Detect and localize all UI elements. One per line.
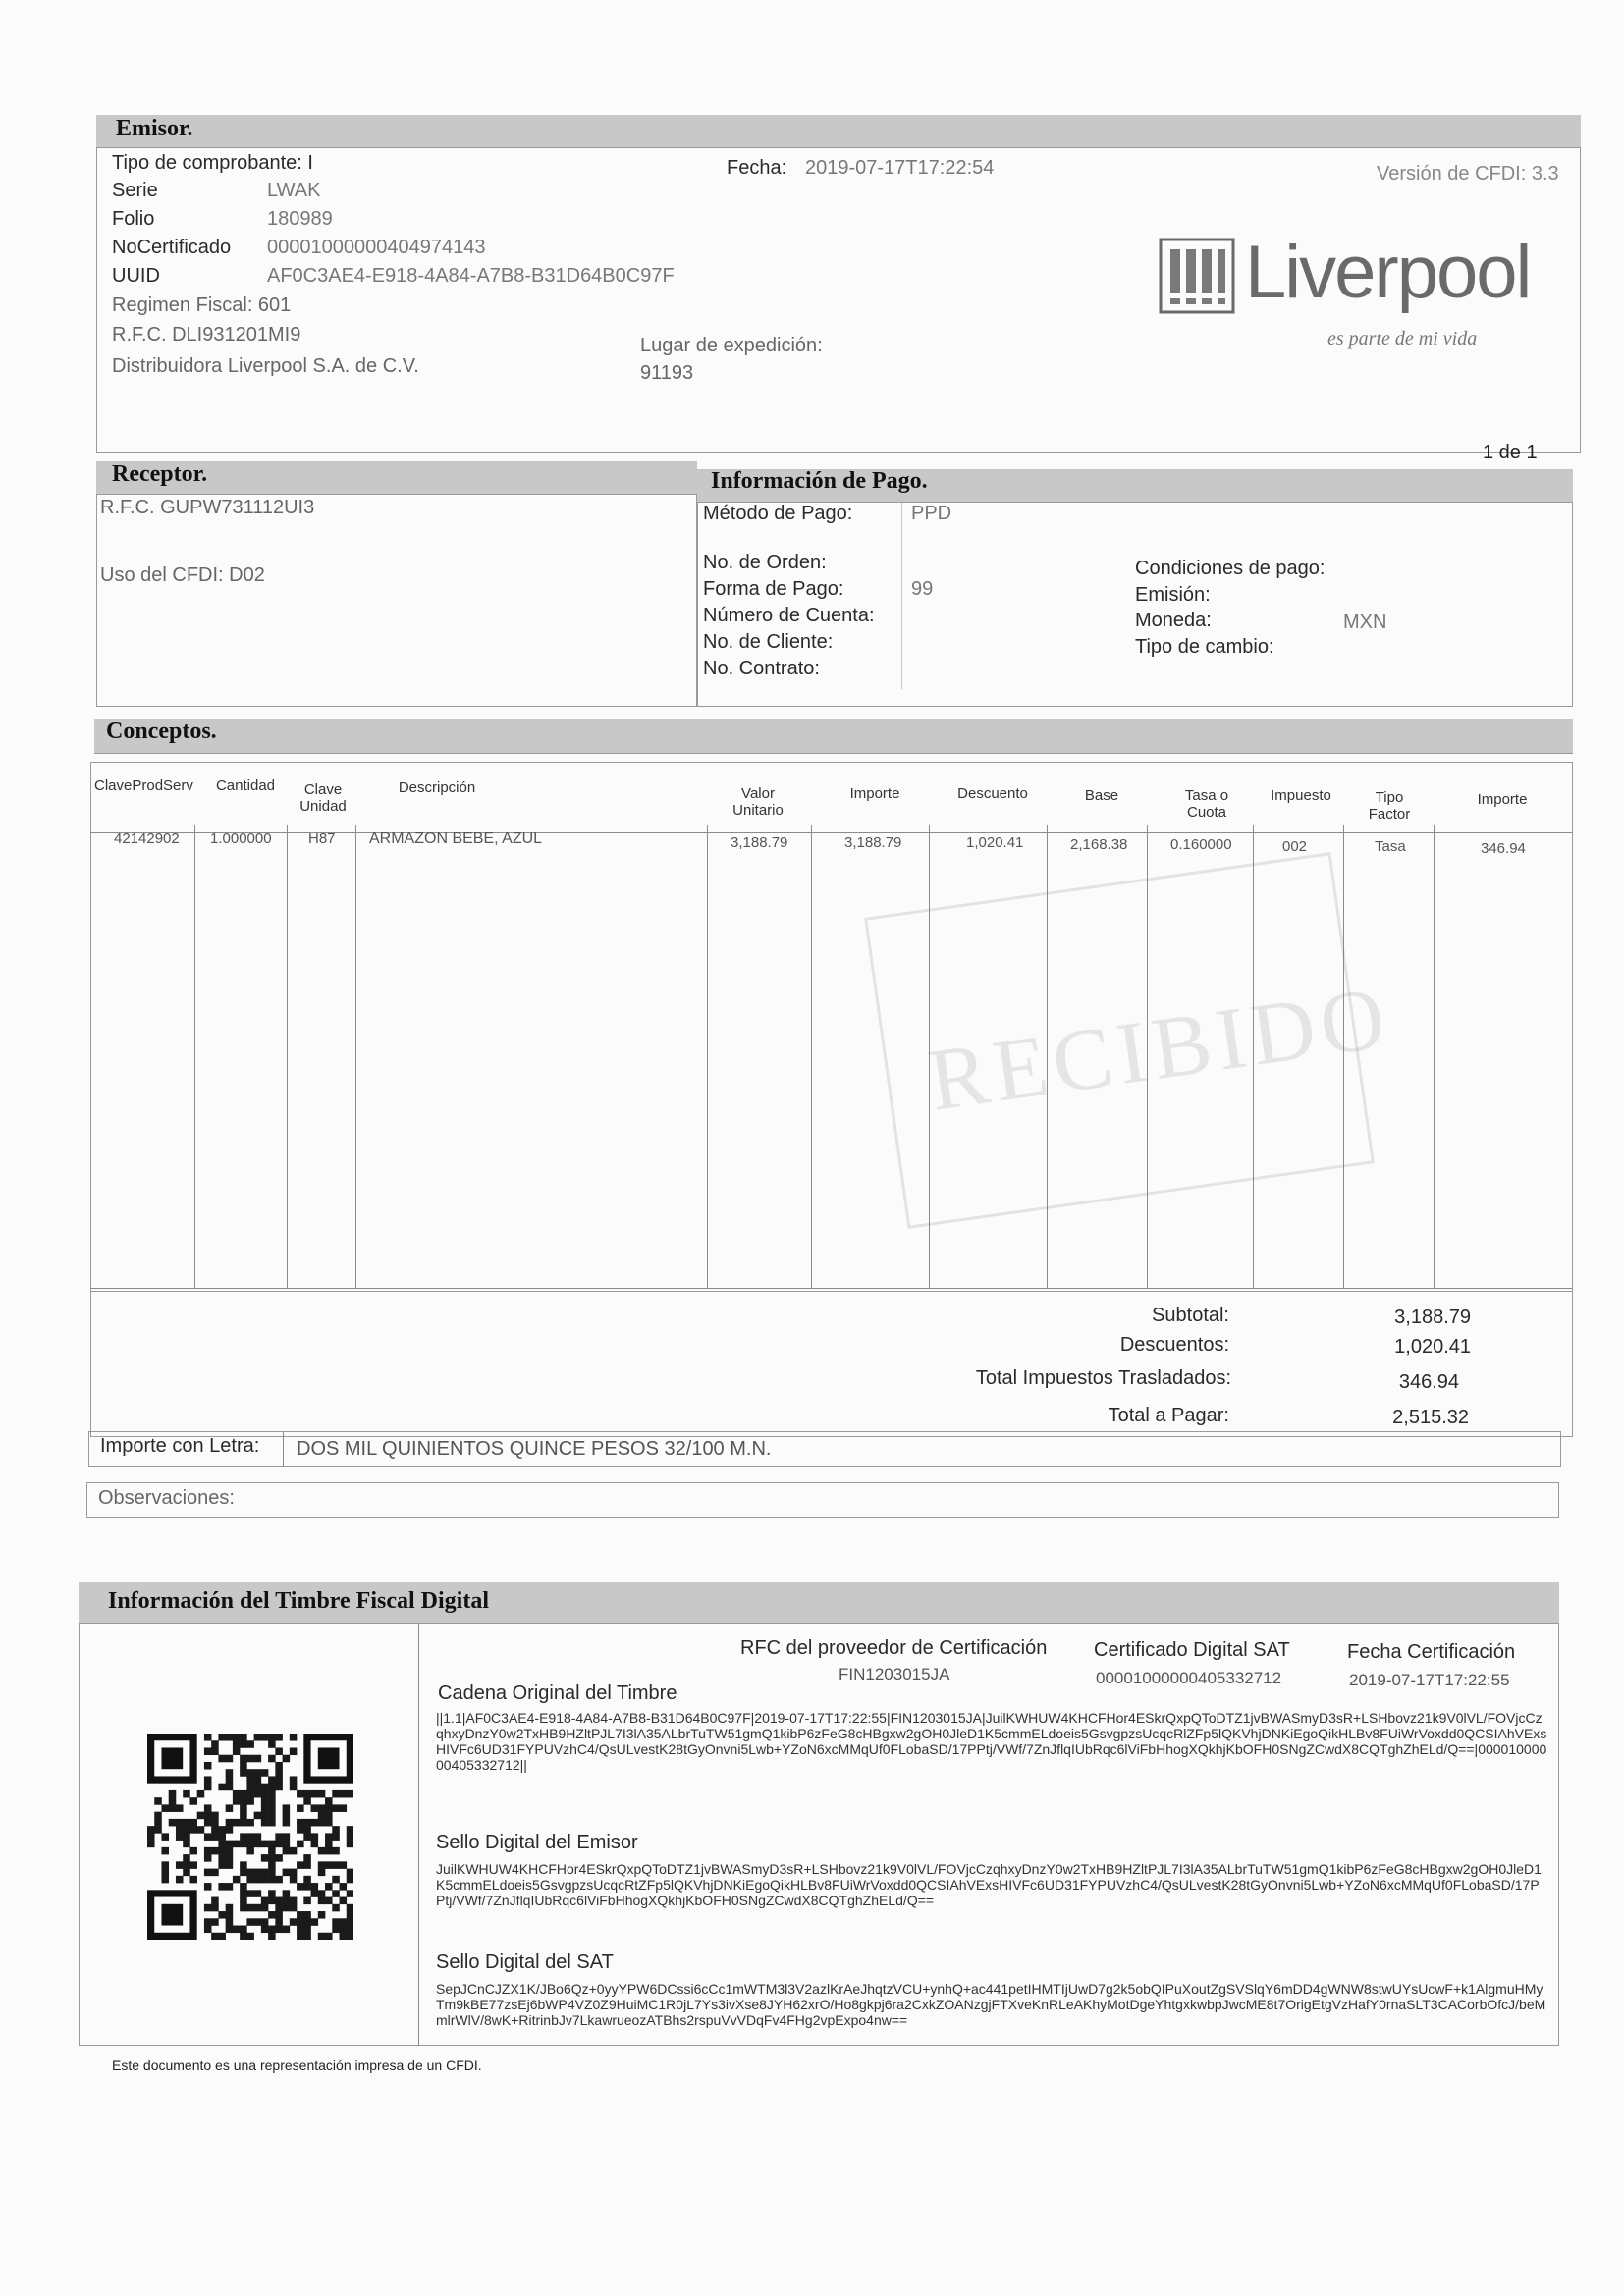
col-header-importe: Importe xyxy=(849,785,900,802)
cadena-original-value: ||1.1|AF0C3AE4-E918-4A84-A7B8-B31D64B0C97F|2019-07-17T17:22:55|FIN1203015JA|JuilKWHUW4KHCFHor4ESkrQxpQToDTZ1jvBWASmyD3sR+LSHbovz21k9V0lVL/FOVjcCzqhxyDnzY0w2TxHB9HZltPJL7I3lA35ALbrTuTW51gmQ1kibP6zFeG8cHBgxw2gOH0JleD1K5cmmELdoeis5GsvgpzsUcqcRlZFp5lQKVhjDNKiEgoQikHLBv8FUiWrVoxdd0QCSIAhVExsHIVFc6UD31FYPUVzhC4/QsULvestK28tGyOnvni5Lwb+YZoN6xcMMqUf0FLobaSD/17PPtj/VWf/7ZnJflqIUbRqc6lViFbHhogXQkhjKbOFH0SNgZCwdX8CQTghZhELd/Q==|00001000000405332712|| xyxy=(436,1710,1547,1773)
fecha-cert-value: 2019-07-17T17:22:55 xyxy=(1349,1671,1510,1689)
subtotal-value: 3,188.79 xyxy=(1394,1307,1471,1328)
row-tasa-cuota: 0.160000 xyxy=(1170,836,1232,853)
row-clave-prod: 42142902 xyxy=(114,830,180,847)
folio-label: Folio xyxy=(112,208,155,230)
uuid-label: UUID xyxy=(112,265,160,287)
col-header-impuesto: Impuesto xyxy=(1271,787,1331,804)
row-descuento: 1,020.41 xyxy=(966,834,1024,851)
metodo-pago-label: Método de Pago: xyxy=(703,503,853,524)
receptor-title: Receptor. xyxy=(112,461,208,487)
lugar-expedicion-label: Lugar de expedición: xyxy=(640,335,823,356)
col-header-clave-prod: ClaveProdServ xyxy=(94,777,193,794)
col-header-tasa-cuota: Tasa o Cuota xyxy=(1184,787,1229,821)
emisor-razon-social: Distribuidora Liverpool S.A. de C.V. xyxy=(112,355,419,377)
col-divider xyxy=(1434,825,1435,1288)
importe-letra-value: DOS MIL QUINIENTOS QUINCE PESOS 32/100 M.N. xyxy=(297,1438,772,1460)
col-header-descuento: Descuento xyxy=(957,785,1028,802)
sello-emisor-value: JuilKWHUW4KHCFHor4ESkrQxpQToDTZ1jvBWASmyD3sR+LSHbovz21k9V0lVL/FOVjcCzqhxyDnzY0w2TxHB9HZltPJL7I3lA35ALbrTuTW51gmQ1kibP6zFeG8cHBgxw2gOH0JleD1K5cmmELdoeis5GsvgpzsUcqcRtZFp5lQKVhjDNKiEgoQikHLBv8FUiWrVoxdd0QCSIAhVExsHIVFc6UD31FYPUVzhC4/QsULvestK28tGyOnvni5Lwb+YZoN6xcMMqUf0FLobaSD/17PPtj/VWf/7ZnJflqIUbRqc6lViFbHhogXQkhjKbOFH0SNgZCwdX8CQTghZhELd/Q== xyxy=(436,1861,1542,1908)
impuestos-value: 346.94 xyxy=(1398,1371,1459,1393)
cfdi-version: Versión de CFDI: 3.3 xyxy=(1377,163,1559,185)
row-cantidad: 1.000000 xyxy=(210,830,272,847)
fecha-label: Fecha: xyxy=(727,157,787,179)
pago-divider xyxy=(901,503,902,689)
row-importe: 3,188.79 xyxy=(844,834,902,851)
recibido-stamp xyxy=(864,852,1397,1229)
row-clave-unidad: H87 xyxy=(308,830,336,847)
recibido-stamp-text: RECIBIDO xyxy=(923,968,1397,1130)
importe-letra-divider xyxy=(283,1431,284,1467)
col-divider xyxy=(811,825,812,1288)
uuid-value: AF0C3AE4-E918-4A84-A7B8-B31D64B0C97F xyxy=(267,265,675,287)
row-impuesto: 002 xyxy=(1282,838,1308,855)
forma-pago-value: 99 xyxy=(911,578,934,600)
nocertificado-label: NoCertificado xyxy=(112,237,232,258)
moneda-value: MXN xyxy=(1343,612,1387,633)
sello-sat-value: SepJCnCJZX1K/JBo6Qz+0yyYPW6DCssi6cCc1mWTM3l3V2azlKrAeJhqtzVCU+ynhQ+ac441petIHMTIjUwD7g2k5obQIPuXoutZgSVSlqY6mDD4gWNW8stwUYsUcwF+k1AlgmuHMyTm9kBE77zsEj6bWP4VZ0Z9HuiMC1R0jL7Ys3ivXse8JYH62xrO/Ho8gkpj6ra2CxkZOANzgjFTXveKnRLeAKhyMotDgeYhtgxkwbpJwcME8t7OrigEtgVzHafY0rnaSLT3CACorbOfcJ/beMmlrWlV/8wK+RitrinbJv7LkawrueozATBhs2rspuVvVDqFv4FHg2vpExpo4nw== xyxy=(436,1981,1546,2028)
row-base: 2,168.38 xyxy=(1070,836,1128,853)
no-contrato-label: No. Contrato: xyxy=(703,658,820,679)
col-divider xyxy=(707,825,708,1288)
no-cliente-label: No. de Cliente: xyxy=(703,631,834,653)
sello-sat-label: Sello Digital del SAT xyxy=(436,1951,614,1973)
conceptos-title: Conceptos. xyxy=(106,719,217,744)
qr-code-icon xyxy=(147,1734,353,1940)
cert-sat-value: 00001000000405332712 xyxy=(1096,1669,1282,1687)
emisor-bar xyxy=(96,115,1581,148)
col-header-clave-unidad: Clave Unidad xyxy=(299,781,347,815)
lugar-expedicion-value: 91193 xyxy=(640,362,694,384)
page-number: 1 de 1 xyxy=(1483,442,1538,463)
impuestos-label: Total Impuestos Trasladados: xyxy=(975,1367,1231,1389)
total-pagar-value: 2,515.32 xyxy=(1392,1407,1469,1428)
emision-label: Emisión: xyxy=(1135,584,1211,606)
forma-pago-label: Forma de Pago: xyxy=(703,578,844,600)
row-valor-unitario: 3,188.79 xyxy=(731,834,788,851)
observaciones-box xyxy=(86,1482,1559,1518)
row-descripcion: ARMAZON BEBE, AZUL xyxy=(369,830,543,847)
col-header-importe-impuesto: Importe xyxy=(1477,791,1528,808)
col-divider xyxy=(355,825,356,1288)
metodo-pago-value: PPD xyxy=(911,503,952,524)
timbre-title: Información del Timbre Fiscal Digital xyxy=(108,1588,489,1614)
tipo-comprobante: Tipo de comprobante: I xyxy=(112,152,313,174)
liverpool-logo-text: Liverpool xyxy=(1245,231,1531,314)
emisor-rfc: R.F.C. DLI931201MI9 xyxy=(112,324,301,346)
col-divider xyxy=(287,825,288,1288)
importe-letra-label: Importe con Letra: xyxy=(100,1435,260,1457)
moneda-label: Moneda: xyxy=(1135,610,1212,631)
serie-label: Serie xyxy=(112,180,158,201)
descuentos-label: Descuentos: xyxy=(1119,1334,1229,1356)
folio-value: 180989 xyxy=(267,208,333,230)
descuentos-value: 1,020.41 xyxy=(1394,1336,1471,1358)
total-pagar-label: Total a Pagar: xyxy=(1108,1405,1229,1426)
col-divider xyxy=(194,825,195,1288)
col-header-base: Base xyxy=(1084,787,1119,804)
col-header-descripcion: Descripción xyxy=(398,779,476,796)
cert-sat-label: Certificado Digital SAT xyxy=(1094,1639,1290,1661)
emisor-title: Emisor. xyxy=(116,116,193,141)
numero-cuenta-label: Número de Cuenta: xyxy=(703,605,875,626)
row-tipo-factor: Tasa xyxy=(1375,838,1406,855)
nocertificado-value: 00001000000404974143 xyxy=(267,237,486,258)
serie-value: LWAK xyxy=(267,180,321,201)
rfc-proveedor-label: RFC del proveedor de Certificación xyxy=(740,1637,1048,1659)
condiciones-pago-label: Condiciones de pago: xyxy=(1135,558,1326,579)
timbre-divider xyxy=(418,1624,419,2046)
col-header-cantidad: Cantidad xyxy=(215,777,276,794)
liverpool-logo-icon xyxy=(1159,238,1235,314)
totales-box xyxy=(90,1292,1573,1437)
sello-emisor-label: Sello Digital del Emisor xyxy=(436,1832,638,1853)
col-header-tipo-factor: Tipo Factor xyxy=(1368,789,1411,823)
conceptos-bar xyxy=(94,719,1573,754)
receptor-rfc: R.F.C. GUPW731112UI3 xyxy=(100,497,315,518)
liverpool-logo xyxy=(1159,231,1551,349)
col-header-valor-unitario: Valor Unitario xyxy=(732,785,784,819)
fecha-value: 2019-07-17T17:22:54 xyxy=(805,157,995,179)
row-importe-impuesto: 346.94 xyxy=(1481,840,1526,857)
tipo-cambio-label: Tipo de cambio: xyxy=(1135,636,1274,658)
uso-cfdi: Uso del CFDI: D02 xyxy=(100,564,265,586)
footer-note: Este documento es una representación impresa de un CFDI. xyxy=(112,2057,482,2073)
conceptos-bottom-line xyxy=(90,1288,1573,1289)
pago-title: Información de Pago. xyxy=(711,468,928,494)
rfc-proveedor-value: FIN1203015JA xyxy=(839,1665,950,1683)
subtotal-label: Subtotal: xyxy=(1152,1305,1229,1326)
fecha-cert-label: Fecha Certificación xyxy=(1347,1641,1516,1663)
no-orden-label: No. de Orden: xyxy=(703,552,827,573)
cadena-original-label: Cadena Original del Timbre xyxy=(438,1682,677,1704)
observaciones-label: Observaciones: xyxy=(98,1487,235,1509)
liverpool-tagline: es parte de mi vida xyxy=(1327,328,1478,349)
regimen-fiscal: Regimen Fiscal: 601 xyxy=(112,294,292,316)
